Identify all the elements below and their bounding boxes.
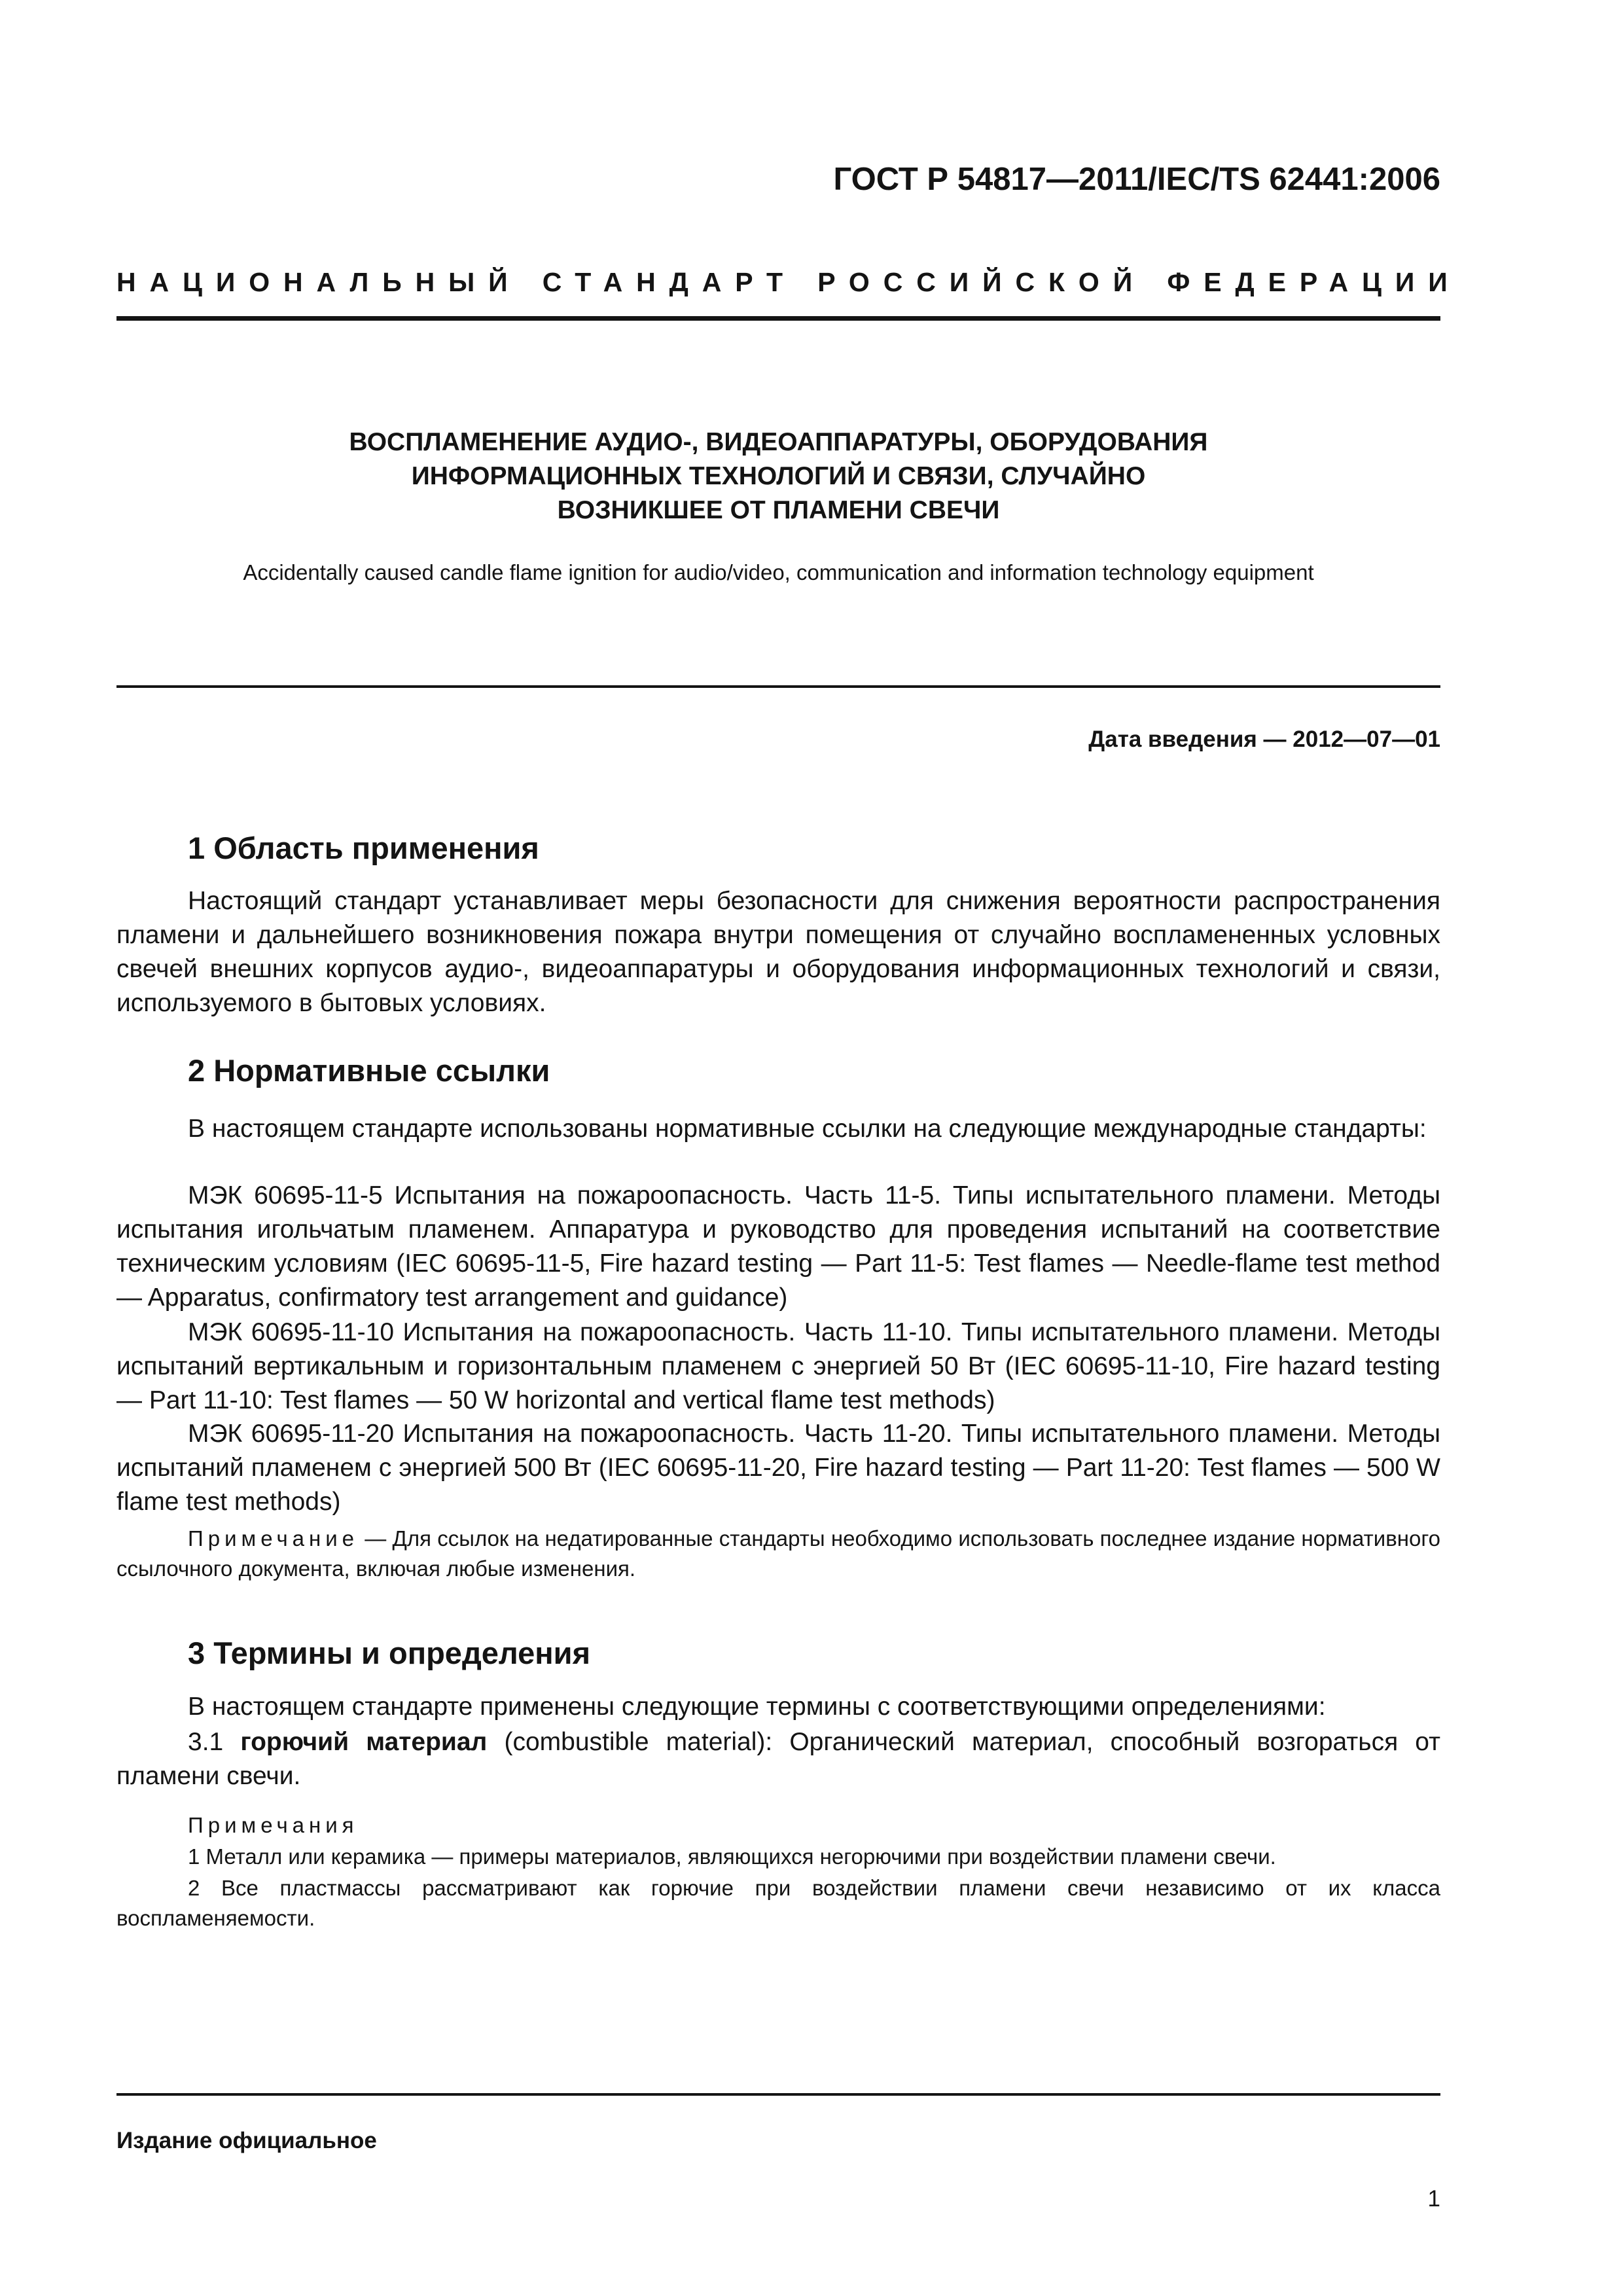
section-1-text: Настоящий стандарт устанавливает меры безопасности для снижения вероятности распространения пламени и дальнейшего возникновения пожара внутри помещения от случайно воспламененных условных свечей внешних корпусов аудио-, видеоаппаратуры и оборудования информационных технологий и связи, используемого в бытовых условиях. xyxy=(116,887,1440,1017)
section-2-note xyxy=(116,1524,1440,1584)
term-number: 3.1 xyxy=(188,1728,241,1756)
title-rule xyxy=(116,685,1440,688)
official-edition-label: Издание официальное xyxy=(116,2128,377,2153)
reference-item: МЭК 60695-11-20 Испытания на пожароопасность. Часть 11-20. Типы испытательного пламени. Методы испытаний пламенем с энергией 500 Вт (IEC 60695-11-20, Fire hazard testing — Part 11-20: Test flames — 500 W flame test methods) xyxy=(116,1420,1440,1516)
date-of-introduction: Дата введения — 2012—07—01 xyxy=(1088,726,1440,752)
section-3-note-item: 1 Металл или керамика — примеры материалов, являющихся негорючими при воздействии пламени свечи. xyxy=(188,1844,1276,1869)
term-definition xyxy=(116,1725,1440,1793)
title-line-1: ВОСПЛАМЕНЕНИЕ АУДИО-, ВИДЕОАППАРАТУРЫ, ОБОРУДОВАНИЯ xyxy=(349,428,1208,456)
section-3-intro: В настоящем стандарте применены следующие термины с соответствующими определениями: xyxy=(188,1693,1326,1721)
section-2-intro: В настоящем стандарте использованы нормативные ссылки на следующие международные стандарты: xyxy=(188,1115,1427,1143)
title-line-3: ВОЗНИКШЕЕ ОТ ПЛАМЕНИ СВЕЧИ xyxy=(557,496,1000,524)
header-rule xyxy=(116,316,1440,321)
page-number: 1 xyxy=(1427,2186,1440,2212)
section-3-note-item: 2 Все пластмассы рассматривают как горючие при воздействии пламени свечи независимо от их класса воспламеняемости. xyxy=(116,1876,1440,1930)
note-label: Примечание xyxy=(188,1526,359,1551)
document-title xyxy=(116,425,1440,528)
english-title: Accidentally caused candle flame ignition for audio/video, communication and information technology equipment xyxy=(243,560,1314,584)
reference-item: МЭК 60695-11-10 Испытания на пожароопасность. Часть 11-10. Типы испытательного пламени. Методы испытаний вертикальным и горизонтальным пламенем с энергией 50 Вт (IEC 60695-11-10, Fire hazard testing — Part 11-10: Test flames — 50 W horizontal and vertical flame test methods) xyxy=(116,1318,1440,1414)
term-definition-text: (combustible material): Органический материал, способный возгораться от пламени свечи. xyxy=(116,1728,1441,1790)
section-3-heading: 3 Термины и определения xyxy=(188,1636,590,1670)
section-2-heading: 2 Нормативные ссылки xyxy=(188,1053,550,1088)
term-name: горючий материал xyxy=(240,1728,488,1756)
section-1-heading: 1 Область применения xyxy=(188,831,539,865)
title-line-2: ИНФОРМАЦИОННЫХ ТЕХНОЛОГИЙ И СВЯЗИ, СЛУЧАЙНО xyxy=(411,462,1146,490)
section-3-notes-label: Примечания xyxy=(188,1813,359,1837)
document-designation: ГОСТ Р 54817—2011/IEC/TS 62441:2006 xyxy=(833,162,1440,197)
note-text: — Для ссылок на недатированные стандарты необходимо использовать последнее издание нормативного ссылочного документа, включая любые изменения. xyxy=(116,1526,1440,1581)
footer-rule xyxy=(116,2093,1440,2096)
national-standard-banner: НАЦИОНАЛЬНЫЙ СТАНДАРТ РОССИЙСКОЙ ФЕДЕРАЦИИ xyxy=(116,267,1461,297)
reference-item: МЭК 60695-11-5 Испытания на пожароопасность. Часть 11-5. Типы испытательного пламени. Методы испытания игольчатым пламенем. Аппаратура и руководство для проведения испытаний на соответствие техническим условиям (IEC 60695-11-5, Fire hazard testing — Part 11-5: Test flames — Needle-flame test method — Apparatus, confirmatory test arrangement and guidance) xyxy=(116,1181,1440,1312)
